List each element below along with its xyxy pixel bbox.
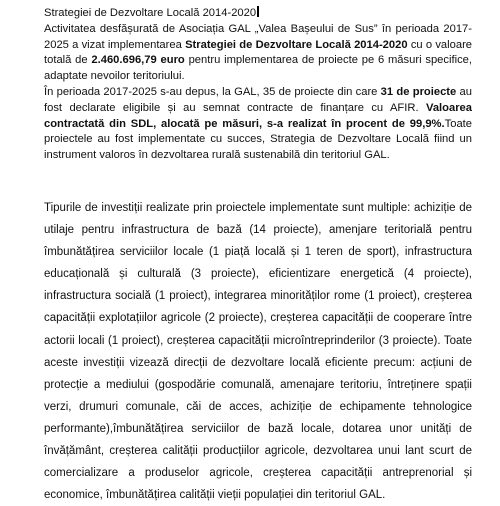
paragraph-investments: Tipurile de investiții realizate prin proiectele implementate sunt multiple: achiziție de utilaje pentru infrastructura de bază (14 proiecte), amenjare teritorială pentru îmbunătățirea serviciilor locale (1 piață locală și 1 teren de sport), infrastructura educațională și culturală (3 proiecte), eficientizare energetică (4 proiecte), infrastructura socială (1 proiect), integrarea minorităților rome (1 proiect), creșterea capacității explotațiilor agricole (2 proiecte), creșterea capacității de cooperare între actorii locali (1 proiect), creșterea capacității microîntreprinderilor (3 proiecte). Toate aceste investiții vizează direcții de dezvoltare locală eficiente precum: acțiuni de protecție a mediului (gospodărie comunală, amenajare teritoriu, întreținere spații verzi, drumuri comunale, căi de acces, achiziție de echipamente tehnologice performante),îmbunătățirea serviciilor de bază locale, dotarea unor unități de învățământ, creșterea calității producțiilor agricole, dezvoltarea unui lant scurt de comercializare a produselor agricole, creșterea capacității antreprenorial și economice, îmbunătățirea calității vieții populației din teritoriul GAL. <box>44 202 472 502</box>
bold-strategy-name: Strategiei de Dezvoltare Locală 2014-2020 <box>185 38 408 51</box>
text-run: pentru implementarea de proiecte pe 6 măsuri specifice, adaptate nevoilor teritoriului. <box>44 54 472 83</box>
text-run: Activitatea desfășurată de Asociația GAL „Valea Bașeului de Sus” în perioada 2017-2025 a vizat implementarea <box>44 22 472 51</box>
bold-total-value: 2.460.696,79 euro <box>91 54 185 67</box>
text-run: În perioada 2017-2025 s-au depus, la GAL, 35 de proiecte din care <box>44 85 381 98</box>
section-heading[interactable]: Strategiei de Dezvoltare Locală 2014-2020 <box>44 6 472 22</box>
paragraph-strategy <box>44 22 472 85</box>
bold-project-count: 31 de proiecte <box>380 85 457 98</box>
text-run: Toate proiectele au fost implementate cu succes, Strategia de Dezvoltare Locală fiind un instrument valoros în dezvoltarea rurală sustenabilă din teritoriul GAL. <box>44 117 472 162</box>
text-cursor <box>257 6 259 17</box>
text-run: au fost declarate eligibile și au semnat contracte de finanțare cu AFIR. <box>44 85 472 114</box>
text-run: cu o valoare totală de <box>44 38 473 67</box>
bold-contract-value: Valoarea contractată din SDL, alocată pe măsuri, s-a realizat în procent de 99,9%. <box>44 101 472 130</box>
paragraph-projects <box>44 85 472 164</box>
intro-block <box>44 6 472 164</box>
